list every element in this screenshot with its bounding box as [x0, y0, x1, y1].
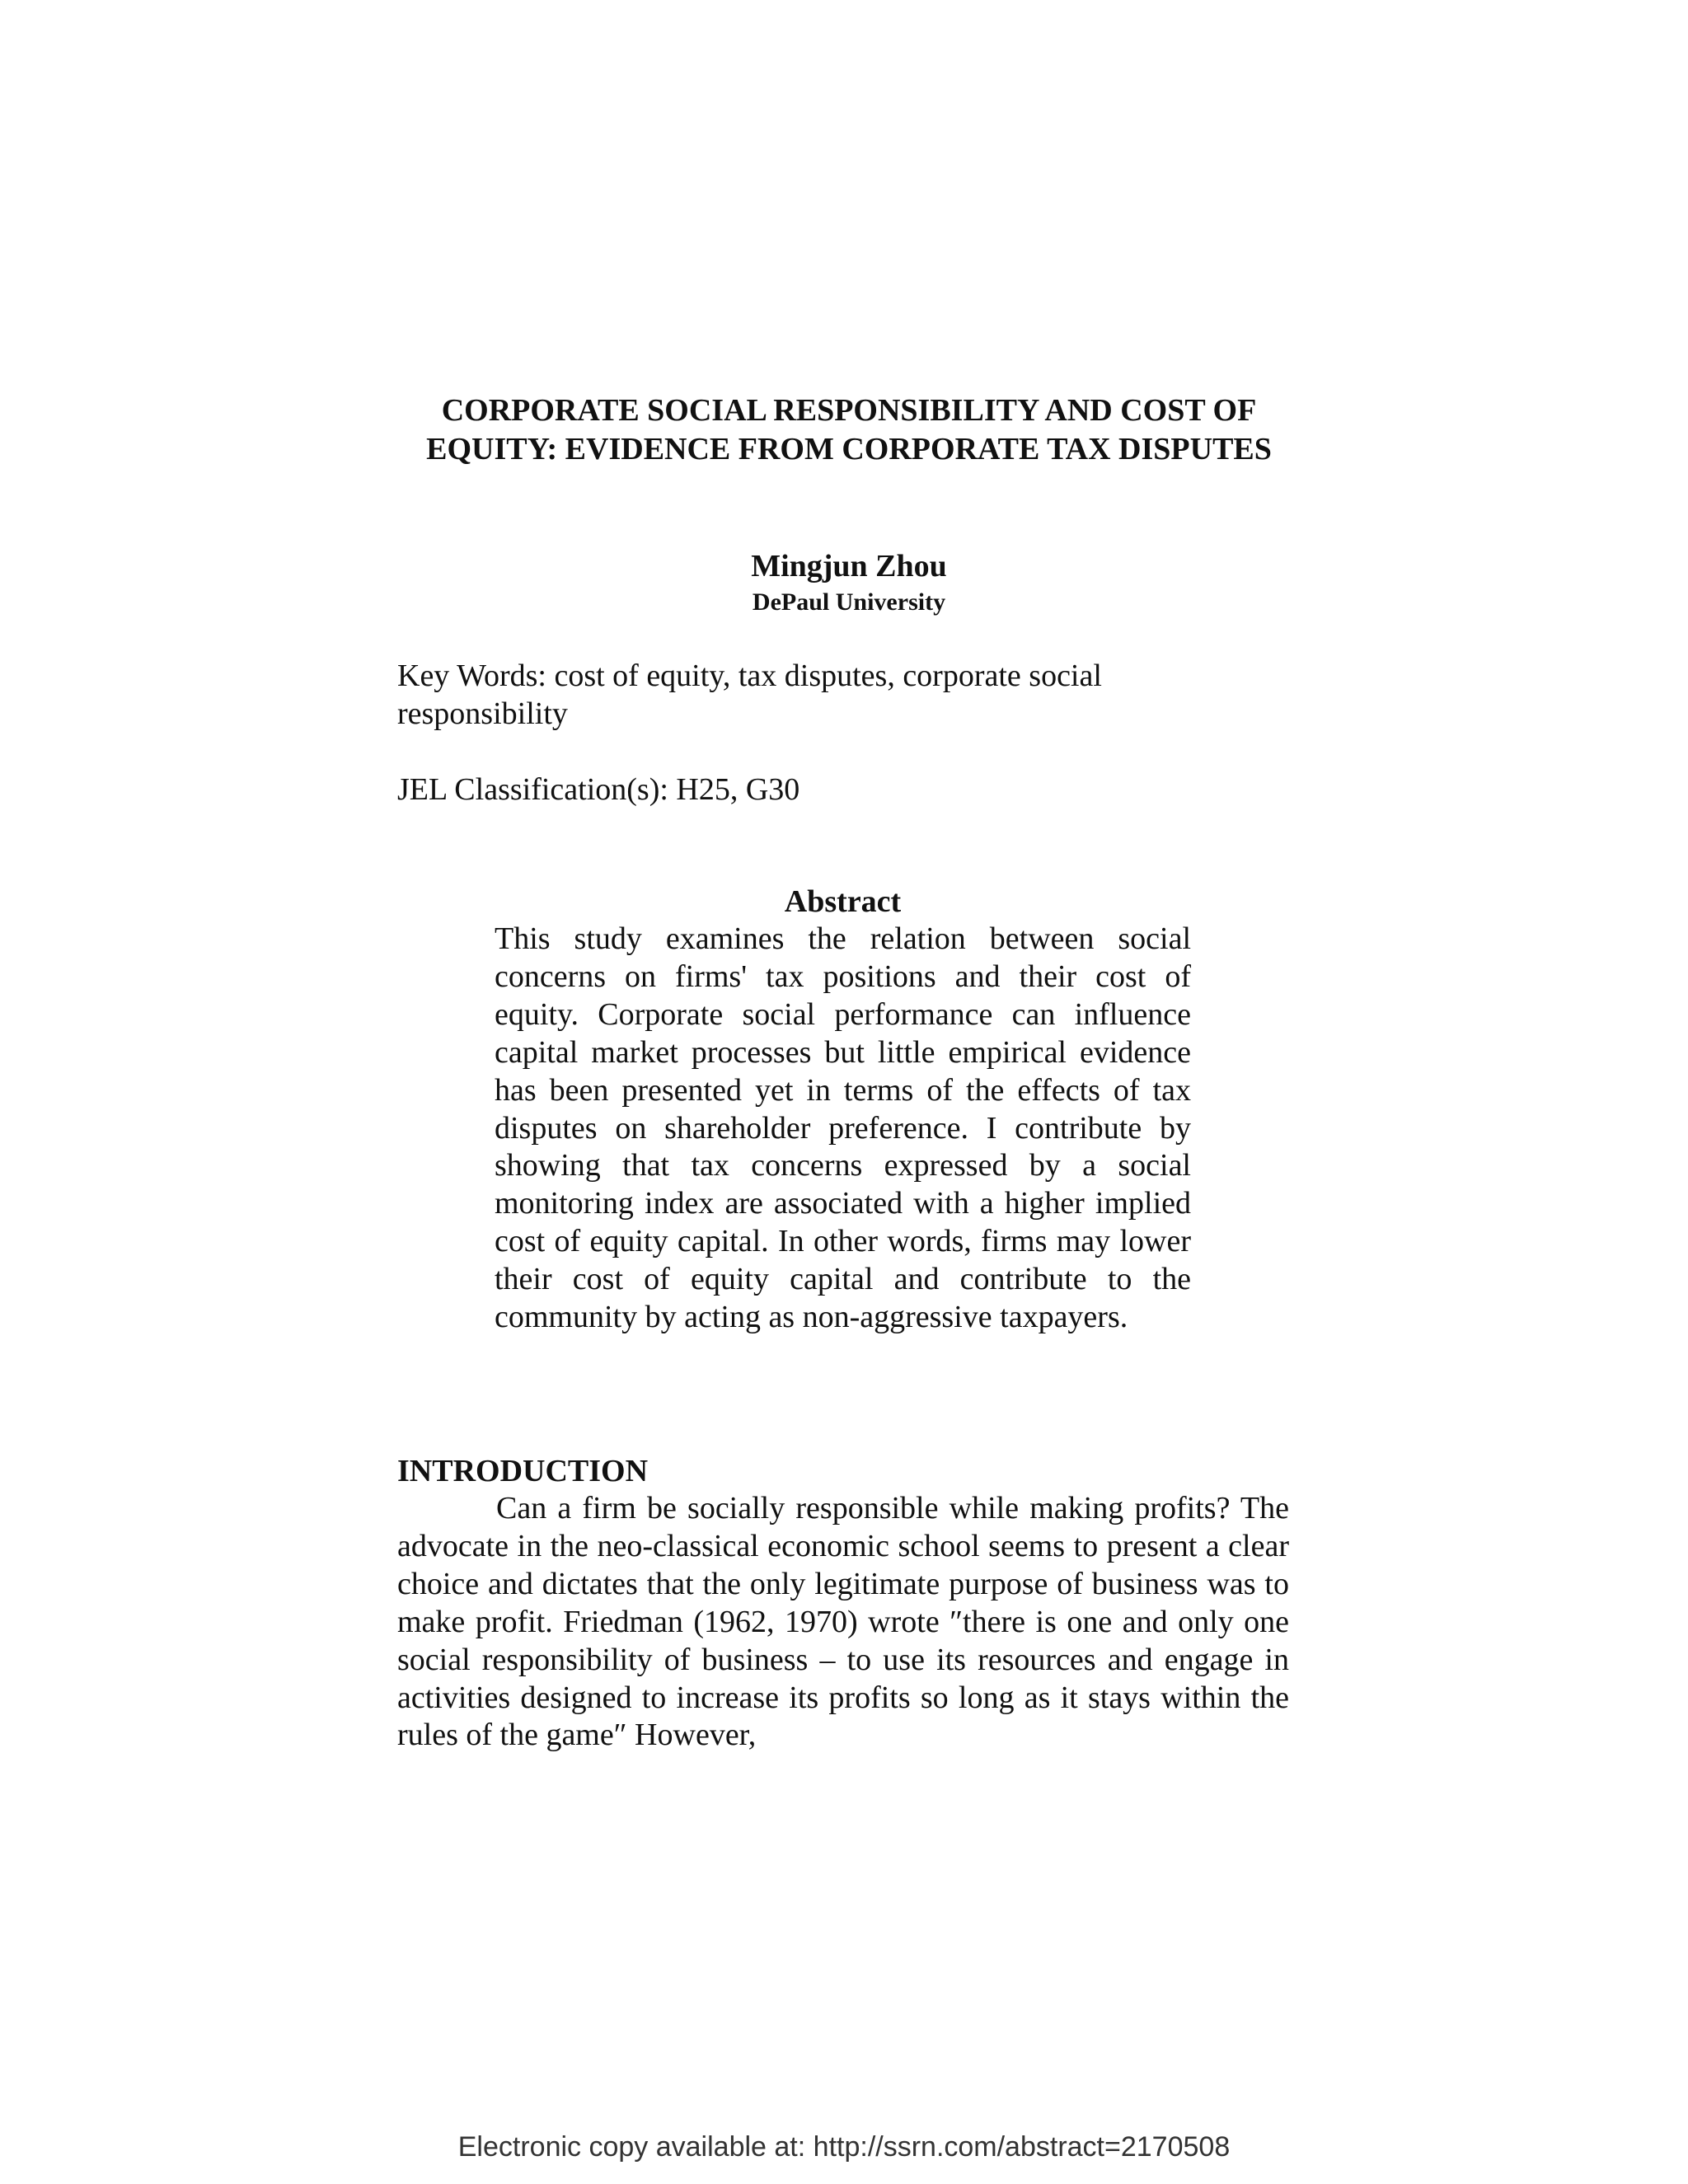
keywords-value: cost of equity, tax disputes, corporate social responsibility	[397, 658, 1102, 731]
paper-title: CORPORATE SOCIAL RESPONSIBILITY AND COST OF EQUITY: EVIDENCE FROM CORPORATE TAX DISPUTES	[426, 393, 1272, 466]
keywords-label: Key Words:	[397, 658, 546, 693]
introduction-text: Can a firm be socially responsible while making profits? The advocate in the neo-classical economic school seems to present a clear choice and dictates that the only legitimate purpose of business was to make profit. Friedman (1962, 1970) wrote ″there is one and only one social responsibility of business – to use its resources and engage in activities designed to increase its profits so long as it stays within the rules of the game″ However,	[397, 1491, 1289, 1753]
author-name: Mingjun Zhou	[751, 549, 947, 583]
ssrn-footer	[0, 2130, 1688, 2163]
author-affiliation: DePaul University	[752, 588, 946, 616]
abstract-text: This study examines the relation between social concerns on firms' tax positions and their cost of equity. Corporate social performance can influence capital market processes but little empirical evidence has been presented yet in terms of the effects of tax disputes on shareholder preference. I contribute by showing that tax concerns expressed by a social monitoring index are associated with a higher implied cost of equity capital. In other words, firms may lower their cost of equity capital and contribute to the community by acting as non-aggressive taxpayers.	[495, 921, 1191, 1335]
abstract-heading: Abstract	[784, 884, 902, 919]
footer-prefix: Electronic copy available at:	[457, 2131, 806, 2163]
footer-link[interactable]: http://ssrn.com/abstract=2170508	[813, 2131, 1231, 2163]
jel-classification: JEL Classification(s): H25, G30	[397, 772, 800, 807]
introduction-heading: INTRODUCTION	[397, 1454, 649, 1488]
keywords	[397, 657, 1221, 733]
